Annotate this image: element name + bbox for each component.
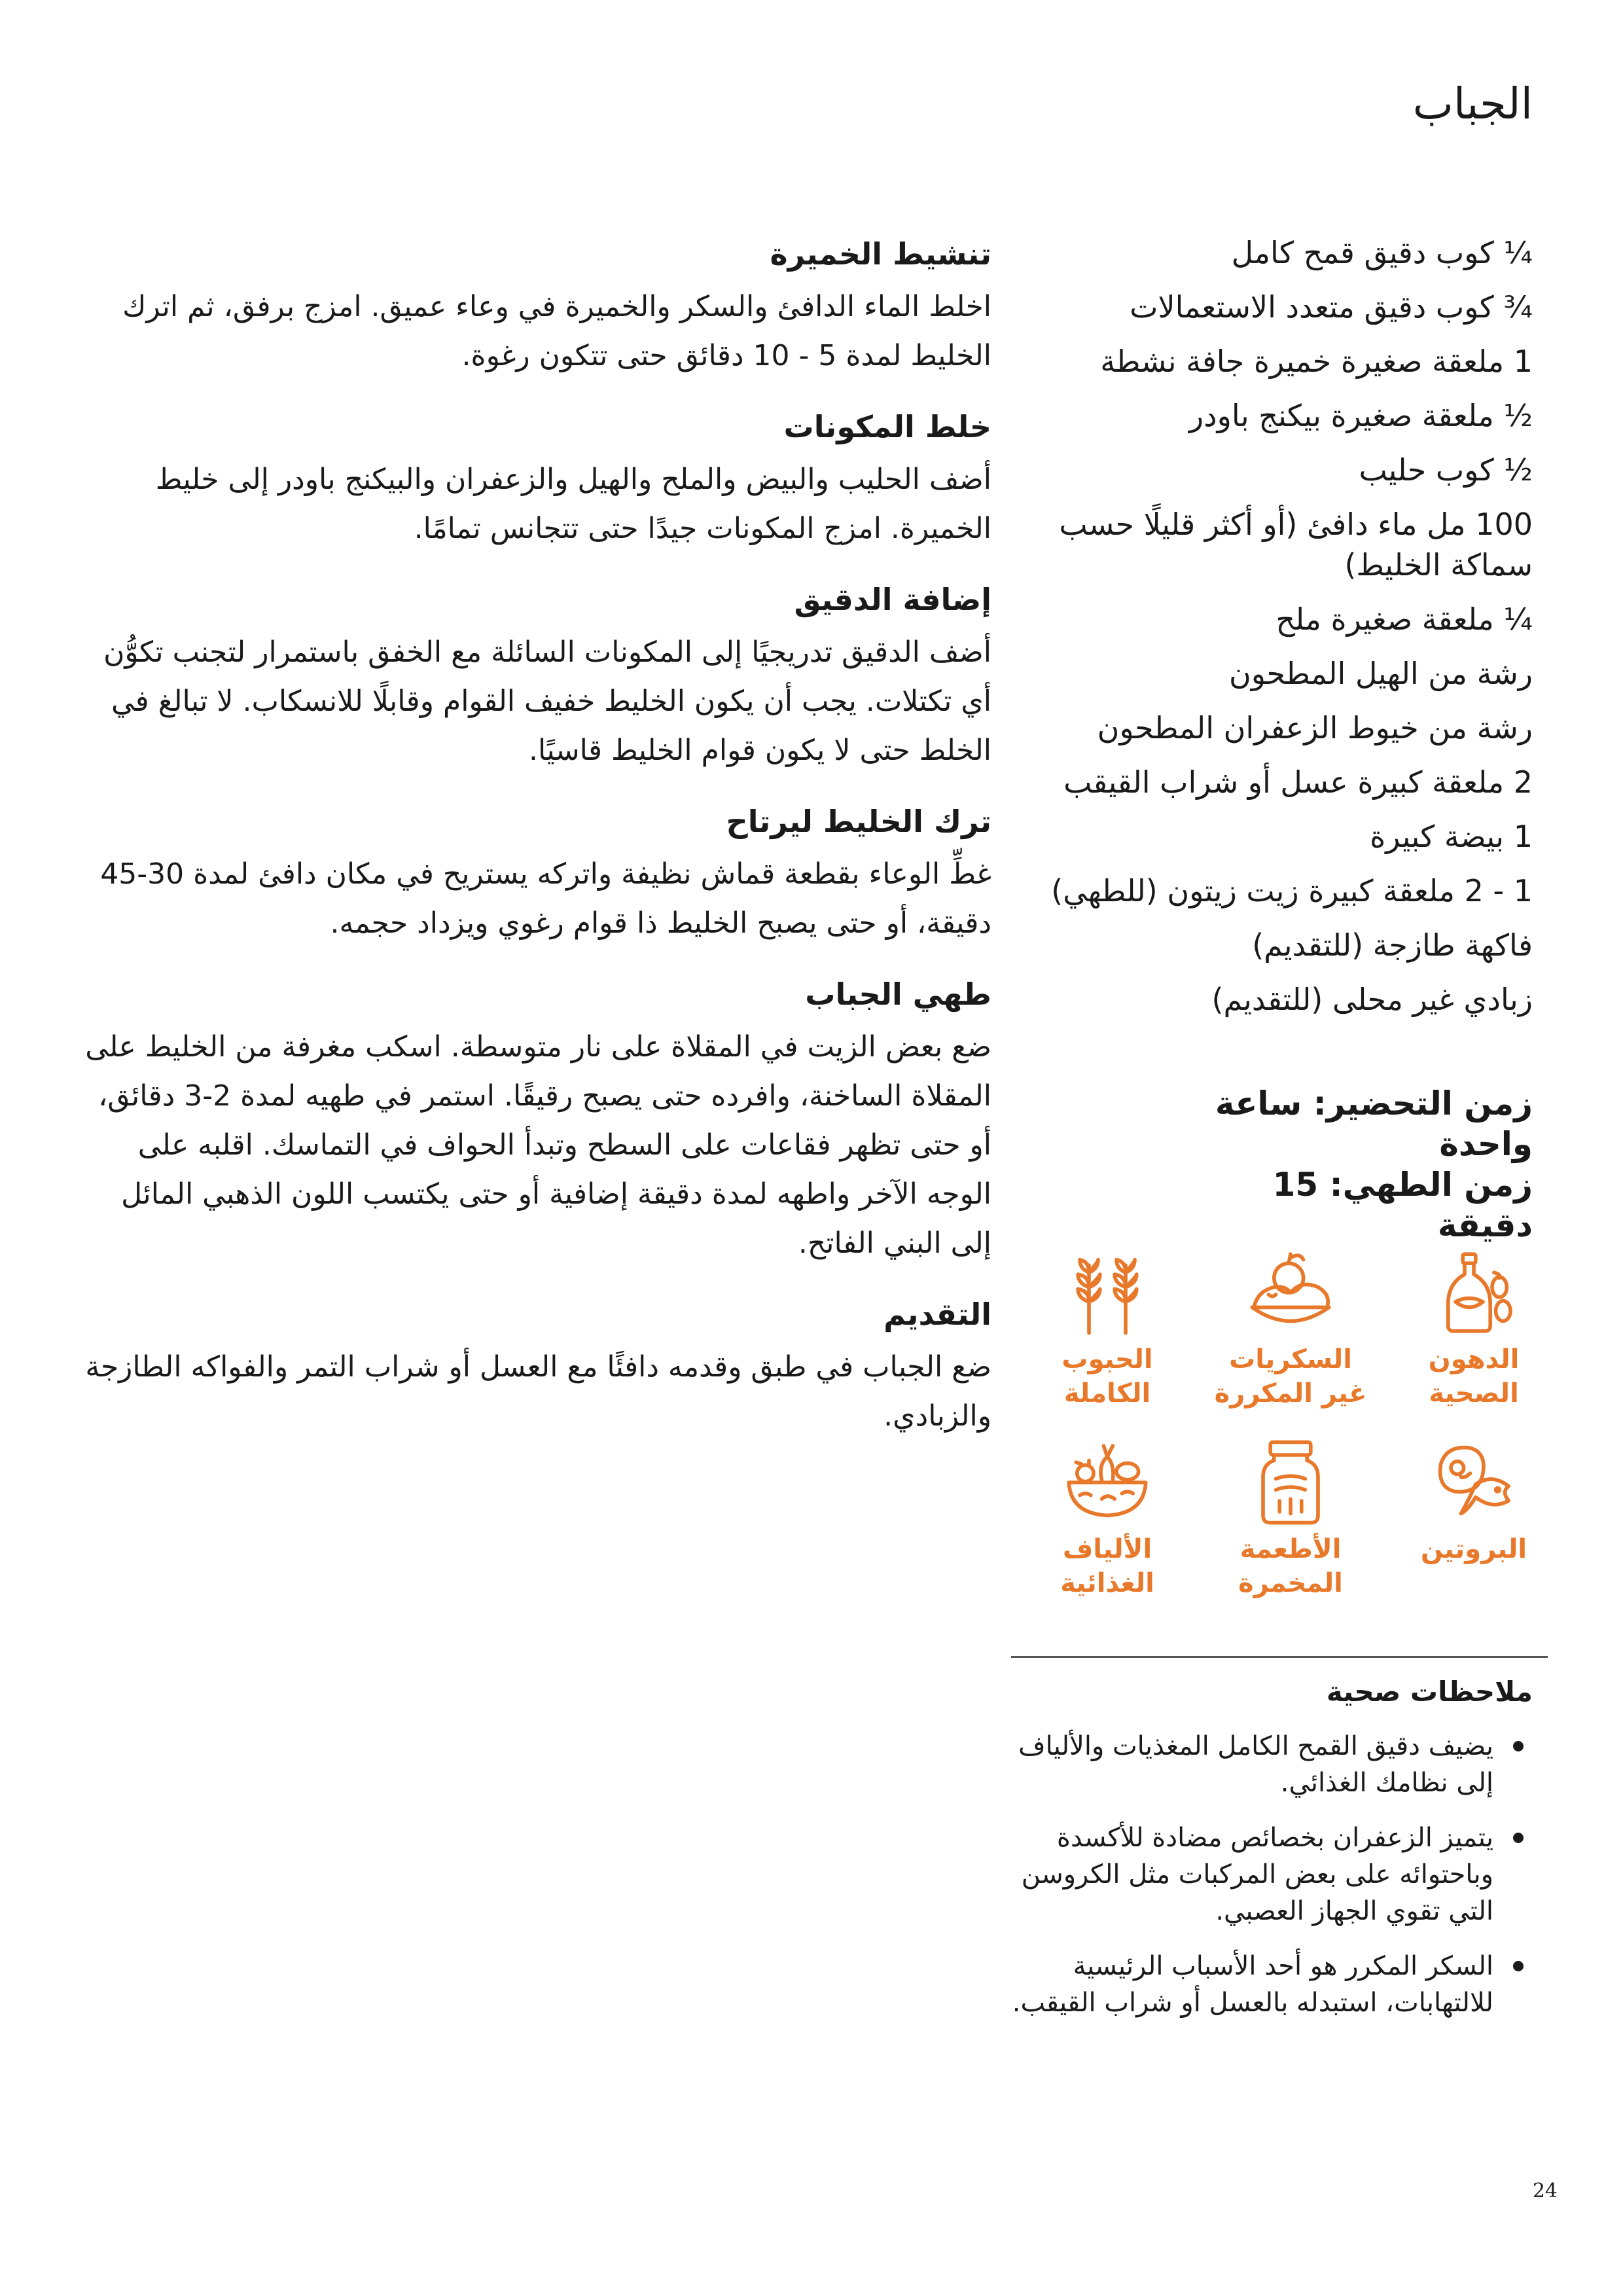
ingredient-item: 100 مل ماء دافئ (أو أكثر قليلًا حسب سماكة الخليط) — [1059, 507, 1533, 583]
fruits-icon — [1245, 1247, 1336, 1338]
page-title: الجباب — [1412, 79, 1533, 129]
ingredient-item: زبادي غير محلى (للتقديم) — [1211, 982, 1533, 1017]
ingredient-item: ¾ كوب دقيق متعدد الاستعمالات — [1130, 289, 1533, 325]
icon-label: الأطعمة المخمرة — [1238, 1534, 1343, 1598]
step-text: ضع بعض الزيت في المقلاة على نار متوسطة. اسكب مغرفة من الخليط على المقلاة الساخنة، وافرده حتى يصبح رقيقًا. استمر في طهيه لمدة 2-3 دقائق، أو حتى تظهر فقاعات على السطح وتبدأ الحواف في التماسك. اقلبه على الوجه الآخر واطهه لمدة دقيقة إضافية أو حتى يكتسب اللون الذهبي المائل إلى البني الفاتح. — [85, 1030, 991, 1260]
icon-label: السكريات غير المكررة — [1214, 1344, 1367, 1408]
icon-fermented-foods — [1212, 1437, 1369, 1607]
health-note-item: يتميز الزعفران بخصائص مضادة للأكسدة وباحتوائه على بعض المركبات مثل الكروسن التي تقوي الجهاز العصبي. — [996, 1820, 1533, 1929]
step-heading: التقديم — [883, 1297, 991, 1332]
icon-healthy-fats — [1395, 1247, 1552, 1417]
ingredient-item: رشة من خيوط الزعفران المطحون — [1097, 710, 1533, 745]
ingredients-list — [1029, 232, 1533, 1033]
ingredient-item: ½ ملعقة صغيرة بيكنج باودر — [1188, 398, 1533, 433]
health-notes-title: ملاحظات صحية — [1326, 1676, 1533, 1708]
vegetable-bowl-icon — [1061, 1437, 1153, 1528]
ingredient-item: ¼ ملعقة صغيرة ملح — [1275, 601, 1533, 637]
method-step — [75, 578, 991, 775]
step-text: أضف الحليب والبيض والملح والهيل والزعفران والبيكنج باودر إلى خليط الخميرة. امزج المكونات جيدًا حتى تتجانس تمامًا. — [155, 463, 991, 545]
ingredient-item: 1 بيضة كبيرة — [1370, 819, 1533, 854]
method-step — [75, 973, 991, 1268]
ingredient-item: ¼ كوب دقيق قمح كامل — [1231, 235, 1533, 270]
step-text: اخلط الماء الدافئ والسكر والخميرة في وعاء عميق. امزج برفق، ثم اترك الخليط لمدة 5 - 10 دقائق حتى تتكون رغوة. — [122, 290, 991, 372]
step-text: غطِّ الوعاء بقطعة قماش نظيفة واتركه يستريح في مكان دافئ لمدة 30-45 دقيقة، أو حتى يصبح الخليط ذا قوام رغوي ويزداد حجمه. — [100, 857, 991, 940]
icon-label: الألياف الغذائية — [1060, 1534, 1154, 1598]
ingredient-item: 1 - 2 ملعقة كبيرة زيت زيتون (للطهي) — [1051, 873, 1533, 908]
ingredient-item: ½ كوب حليب — [1359, 452, 1533, 488]
ingredient-item: فاكهة طازجة (للتقديم) — [1252, 927, 1533, 963]
health-notes-list — [996, 1728, 1533, 2039]
prep-time: زمن التحضير: ساعة واحدة — [1215, 1085, 1533, 1163]
wheat-icon — [1061, 1247, 1153, 1338]
olive-oil-icon — [1428, 1247, 1520, 1338]
step-heading: طهي الجباب — [805, 977, 991, 1012]
ingredient-item: 1 ملعقة صغيرة خميرة جافة نشطة — [1100, 344, 1533, 379]
icon-unrefined-sugars — [1212, 1247, 1369, 1417]
cook-time: زمن الطهي: 15 دقيقة — [1272, 1166, 1533, 1244]
step-text: ضع الجباب في طبق وقدمه دافئًا مع العسل أو شراب التمر والفواكه الطازجة والزبادي. — [85, 1350, 991, 1433]
protein-icon — [1428, 1437, 1520, 1528]
icon-dietary-fiber — [1029, 1437, 1186, 1607]
step-text: أضف الدقيق تدريجيًا إلى المكونات السائلة مع الخفق باستمرار لتجنب تكوُّن أي تكتلات. يجب أن يكون الخليط خفيف القوام وقابلًا للانسكاب. لا تبالغ في الخلط حتى لا يكون قوام الخليط قاسيًا. — [103, 636, 991, 767]
icon-label: البروتين — [1420, 1534, 1527, 1564]
jar-icon — [1245, 1437, 1336, 1528]
icon-label: الحبوب الكاملة — [1061, 1344, 1153, 1408]
method-step — [75, 800, 991, 948]
step-heading: خلط المكونات — [783, 409, 991, 444]
icon-whole-grains — [1029, 1247, 1186, 1417]
step-heading: إضافة الدقيق — [794, 582, 991, 617]
method-step — [75, 405, 991, 553]
health-note-item: يضيف دقيق القمح الكامل المغذيات والألياف إلى نظامك الغذائي. — [996, 1728, 1533, 1801]
icon-label: الدهون الصحية — [1428, 1344, 1520, 1408]
method-step — [75, 1293, 991, 1441]
step-heading: تنشيط الخميرة — [770, 236, 991, 272]
step-heading: ترك الخليط ليرتاح — [726, 804, 991, 839]
ingredient-item: 2 ملعقة كبيرة عسل أو شراب القيقب — [1063, 764, 1533, 800]
method-step — [75, 232, 991, 380]
timing-info — [1205, 1083, 1533, 1246]
ingredient-item: رشة من الهيل المطحون — [1228, 656, 1533, 691]
health-note-item: السكر المكرر هو أحد الأسباب الرئيسية للالتهابات، استبدله بالعسل أو شراب القيقب. — [996, 1948, 1533, 2021]
method-section — [75, 232, 991, 1465]
nutrition-icons — [1029, 1247, 1552, 1613]
icon-protein — [1395, 1437, 1552, 1607]
divider — [1011, 1656, 1548, 1658]
page-number: 24 — [1532, 2179, 1558, 2202]
